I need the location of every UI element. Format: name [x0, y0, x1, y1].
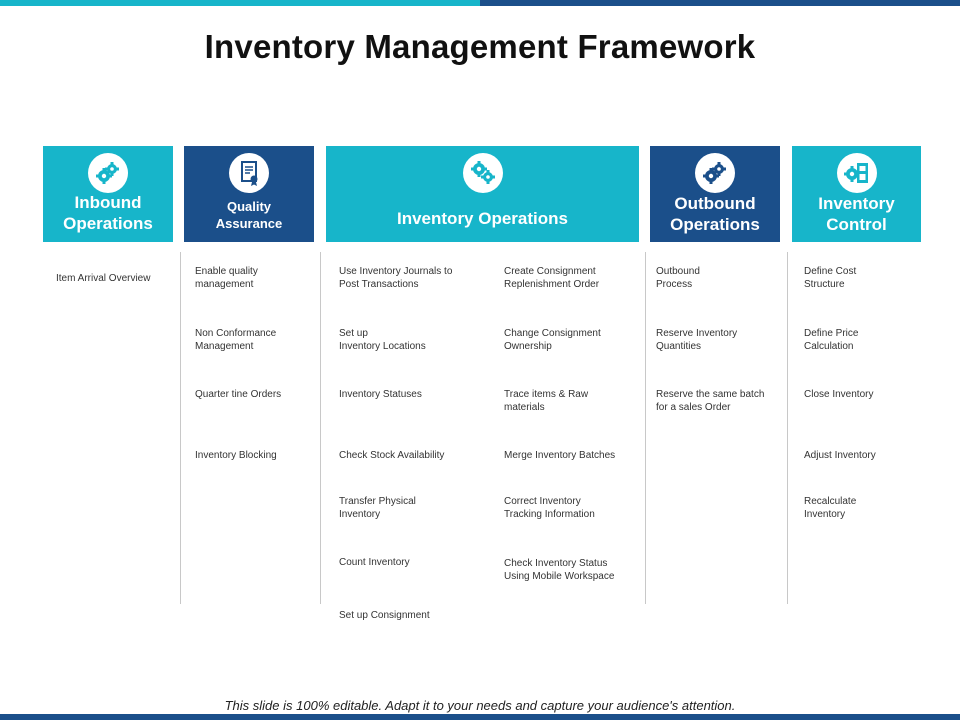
- page-title: Inventory Management Framework: [204, 28, 756, 65]
- header-inventory-control: [792, 146, 921, 242]
- list-item: Define Cost Structure: [804, 266, 857, 290]
- list-item: Correct Inventory Tracking Information: [504, 496, 595, 520]
- list-item: Close Inventory: [804, 389, 874, 400]
- header-label: Inbound Operations: [63, 193, 153, 233]
- list-item: Set up Consignment: [339, 610, 430, 621]
- list-item: Trace items & Raw materials: [504, 389, 589, 413]
- list-item: Quarter tine Orders: [195, 389, 282, 400]
- list-item: Change Consignment Ownership: [504, 328, 601, 352]
- list-item: Set up Inventory Locations: [339, 328, 426, 352]
- list-item: Transfer Physical Inventory: [339, 496, 416, 520]
- column-divider: [320, 252, 321, 604]
- gear-document-icon: [837, 153, 877, 193]
- header-outbound-operations: [650, 146, 780, 242]
- header-label: Outbound Operations: [670, 194, 760, 234]
- list-item: Create Consignment Replenishment Order: [504, 266, 600, 290]
- column-divider: [645, 252, 646, 604]
- header-label: Inventory Control: [818, 194, 895, 234]
- list-item: Enable quality management: [195, 266, 258, 290]
- list-item: Reserve the same batch for a sales Order: [656, 389, 765, 413]
- list-item: Inventory Blocking: [195, 450, 277, 461]
- header-inbound-operations: [43, 146, 173, 242]
- header-inventory-operations: [326, 146, 639, 242]
- certificate-document-icon: [229, 153, 269, 193]
- list-item: Check Stock Availability: [339, 450, 445, 461]
- gears-icon: [695, 153, 735, 193]
- list-item: Non Conformance Management: [195, 328, 277, 352]
- list-item: Recalculate Inventory: [804, 496, 857, 520]
- header-label: Inventory Operations: [397, 209, 568, 228]
- top-accent-bar-teal: [0, 0, 480, 6]
- header-label: Quality Assurance: [215, 199, 283, 231]
- list-item: Item Arrival Overview: [56, 273, 151, 284]
- gears-icon: [463, 153, 503, 193]
- list-item: Adjust Inventory: [804, 450, 876, 461]
- bottom-accent-bar: [0, 714, 960, 720]
- list-item: Merge Inventory Batches: [504, 450, 616, 461]
- list-item: Define Price Calculation: [804, 328, 859, 352]
- list-item: Use Inventory Journals to Post Transactions: [339, 266, 453, 290]
- column-divider: [787, 252, 788, 604]
- column-divider: [180, 252, 181, 604]
- list-item: Outbound Process: [656, 266, 700, 290]
- list-item: Check Inventory Status Using Mobile Workspace: [504, 558, 615, 582]
- list-item: Reserve Inventory Quantities: [656, 328, 738, 352]
- footer-note: This slide is 100% editable. Adapt it to your needs and capture your audience's attention.: [224, 698, 736, 713]
- gears-icon: [88, 153, 128, 193]
- top-accent-bar-navy: [480, 0, 960, 6]
- list-item: Count Inventory: [339, 557, 410, 568]
- list-item: Inventory Statuses: [339, 389, 422, 400]
- header-quality-assurance: [184, 146, 314, 242]
